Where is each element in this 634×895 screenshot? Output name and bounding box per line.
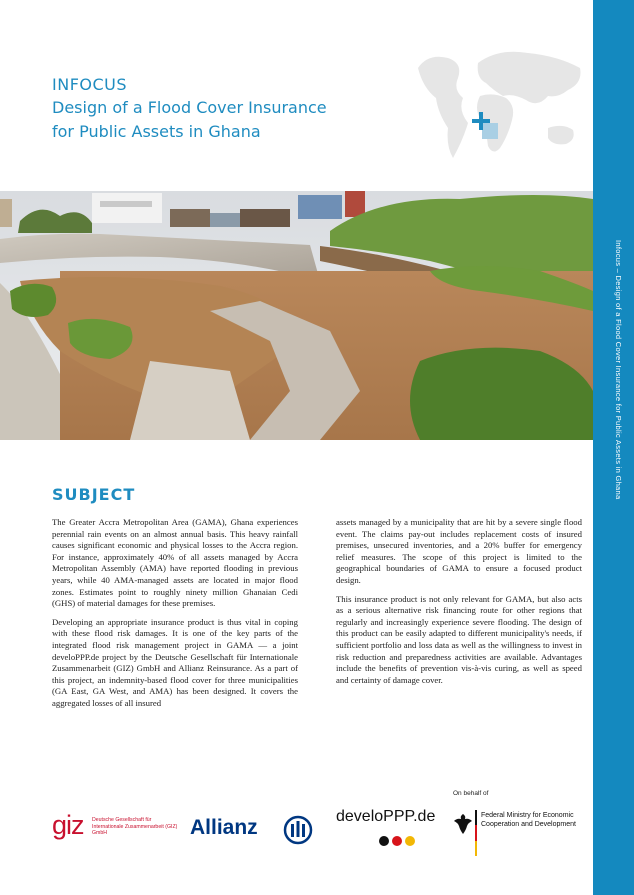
giz-logo	[52, 810, 182, 846]
house-blue	[298, 195, 342, 219]
paragraph: The Greater Accra Metropolitan Area (GAMA), Ghana experiences perennial rain events on an almost annual basis. This heavy rainfall causes significant economic and physical losses to the Accra region. For instance, approximately 40% of all assets managed by Accra Metropolitan Assembly (AMA) have reported flooding in previous years, while 40 AMA-managed assets are located in major flood zones. Estimates point to roughly ninety million Ghanaian Cedi (GHS) of material damages for these premises.	[52, 517, 298, 609]
bmz-logo-text: Federal Ministry for Economic Cooperation and Development	[481, 812, 576, 828]
location-marker-box	[482, 123, 498, 139]
on-behalf-label: On behalf of	[453, 790, 489, 797]
allianz-logo	[190, 812, 318, 848]
developpp-logo-text: develoPPP.de	[336, 808, 436, 825]
house-red	[345, 191, 365, 217]
paragraph: Developing an appropriate insurance product is thus vital in coping with these flood risk damages. It is one of the key parts of the integrated flood risk management project in GAMA — a joint develoPPP.de project by the Deutsche Gesellschaft für Internationale Zusammenarbeit (GIZ) GmbH and Allianz Reinsurance. As a part of this project, an indemnity-based flood cover for three municipalities (GA East, GA West, and AMA) has been designed. It covers the aggregated losses of all insured	[52, 616, 298, 708]
running-title: Infocus – Design of a Flood Cover Insurance for Public Assets in Ghana	[614, 240, 623, 500]
giz-logo-text: Deutsche Gesellschaft für Internationale Zusammenarbeit (GIZ) GmbH	[92, 817, 178, 836]
bmz-logo	[453, 808, 593, 858]
roof-shack-1	[170, 209, 210, 227]
developpp-logo	[336, 808, 436, 852]
paragraph: This insurance product is not only relevant for GAMA, but also acts as a serious alternative risk financing route for other regions that regularly and increasingly experience severe flooding. The design of this product can be easily adapted to different municipality's needs, if sufficient portfolio and loss data as well as the willingness to invest in risk reduction and preparedness activities are available. Advantages include the benefits of prevention vis-à-vis curing, as well as speed and certainty of damage cover.	[336, 593, 582, 685]
roof-shack-2	[210, 213, 240, 227]
allianz-eagle-icon	[283, 815, 313, 845]
continent-australia	[548, 126, 574, 144]
building-white	[92, 193, 162, 223]
german-colors-dots-icon	[378, 835, 418, 847]
text-column-right	[336, 517, 582, 693]
allianz-logo-text: Allianz	[190, 816, 258, 839]
world-map-icon	[408, 28, 588, 178]
hero-photo	[0, 191, 593, 440]
building-white-windows	[100, 201, 152, 207]
german-flag-bar	[475, 810, 477, 856]
location-marker-cross-v	[479, 112, 483, 130]
kicker-label: INFOCUS	[52, 75, 128, 94]
paragraph: assets managed by a municipality that are hit by a severe single flood event. The claims pay-out includes replacement costs of insured premises, unsecured inventories, and a 20% buffer for emergency relief measures. The scope of this project is limited to the geographical boundaries of GAMA to ensure a focused product design.	[336, 517, 582, 585]
federal-eagle-icon	[453, 812, 473, 836]
building-left	[0, 199, 12, 227]
section-heading: SUBJECT	[52, 485, 136, 504]
roof-shack-3	[240, 209, 290, 227]
giz-logo-mark: giz	[52, 810, 84, 840]
page-title: Design of a Flood Cover Insurance for Public Assets in Ghana	[52, 98, 327, 141]
text-column-left	[52, 517, 298, 717]
continent-americas	[418, 57, 468, 158]
grass-patch-1	[10, 284, 56, 317]
